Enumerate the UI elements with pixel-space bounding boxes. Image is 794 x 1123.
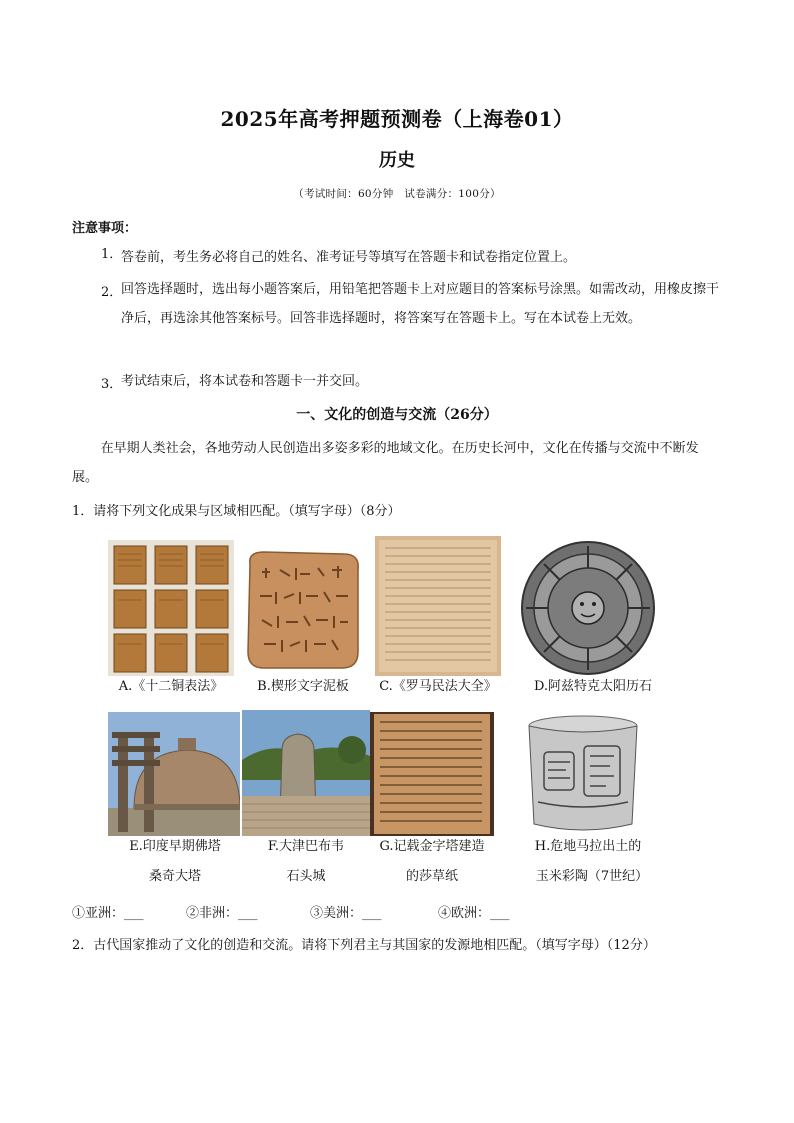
subject-title: 历史 (379, 150, 415, 171)
bronze-tablets-image (108, 540, 234, 676)
aztec-sun-stone-image (518, 540, 658, 676)
caption-b: B.楔形文字泥板 (257, 679, 349, 694)
section-intro: 在早期人类社会，各地劳动人民创造出多姿多彩的地域文化。在历史长河中，文化在传播与交流中不断发展。 (72, 441, 699, 485)
caption-h-line1: H.危地马拉出土的 (534, 839, 642, 854)
caption-a: A.《十二铜表法》 (118, 679, 224, 694)
sanchi-stupa-image (108, 712, 240, 836)
caption-g-line1: G.记载金字塔建造 (379, 839, 485, 854)
caption-f-line1: F.大津巴布韦 (267, 839, 345, 854)
caption-e-line2: 桑奇大塔 (148, 869, 201, 884)
caption-d: D.阿兹特克太阳历石 (533, 679, 653, 694)
exam-info: （考试时间：60分钟 试卷满分：100分） (293, 188, 501, 200)
maya-cylinder-vase-image (518, 712, 648, 838)
blank-asia[interactable]: ①亚洲：___ (72, 906, 144, 921)
answer-blanks (72, 902, 732, 924)
papyrus-image (370, 712, 494, 836)
roman-civil-law-manuscript-image (375, 536, 501, 676)
cuneiform-tablet-image (240, 546, 366, 674)
note-number: 3． (101, 377, 123, 392)
blank-america[interactable]: ③美洲：___ (310, 906, 382, 921)
question-2-stem: 2．古代国家推动了文化的创造和交流。请将下列君主与其国家的发源地相匹配。（填写字母）（12分） (72, 938, 656, 953)
caption-c: C.《罗马民法大全》 (379, 679, 497, 694)
note-number: 2． (101, 285, 123, 300)
blank-africa[interactable]: ②非洲：___ (186, 906, 258, 921)
document-title: 2025年高考押题预测卷（上海卷01） (220, 107, 574, 131)
section-title: 一、文化的创造与交流（26分） (296, 407, 498, 423)
note-number: 1． (101, 247, 123, 262)
note-text: 考试结束后，将本试卷和答题卡一并交回。 (121, 374, 369, 389)
caption-g-line2: 的莎草纸 (405, 869, 458, 884)
notes-heading: 注意事项： (72, 221, 138, 236)
great-zimbabwe-image (242, 710, 370, 836)
note-text: 答卷前，考生务必将自己的姓名、准考证号等填写在答题卡和试卷指定位置上。 (121, 250, 577, 265)
caption-f-line2: 石头城 (286, 869, 326, 884)
blank-europe[interactable]: ④欧洲：___ (438, 906, 510, 921)
question-1-stem: 1．请将下列文化成果与区域相匹配。（填写字母）（8分） (72, 504, 401, 519)
note-text: 回答选择题时，选出每小题答案后，用铅笔把答题卡上对应题目的答案标号涂黑。如需改动，用橡皮擦干净后，再选涂其他答案标号。回答非选择题时，将答案写在答题卡上。写在本试卷上无效。 (121, 282, 720, 326)
caption-e-line1: E.印度早期佛塔 (129, 839, 221, 854)
caption-h-line2: 玉米彩陶（7世纪） (535, 869, 649, 884)
